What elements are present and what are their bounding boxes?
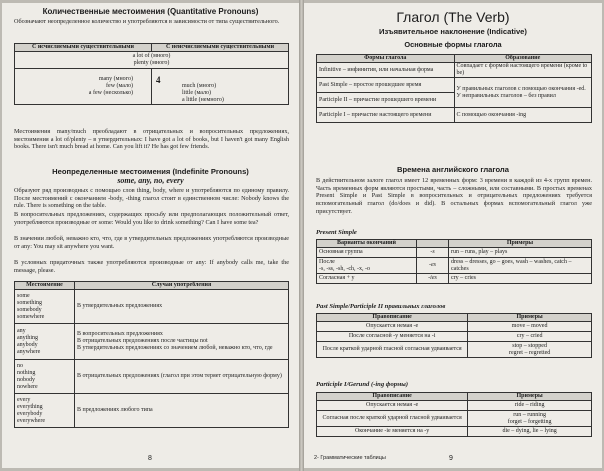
forms-form-cell: Participle I – причастие настоящего времени	[317, 108, 455, 123]
forms-form-cell: Past Simple – простое прошедшее время	[317, 78, 455, 93]
quant-uncount-cell	[152, 69, 289, 105]
use-head-cases: Случаи употребления	[75, 282, 289, 290]
table-row	[317, 411, 592, 427]
use-case-cell: В предложениях любого типа	[75, 394, 289, 428]
tenses-title: Времена английского глагола	[397, 165, 509, 174]
forms-title: Основные формы глагола	[404, 40, 502, 49]
table-row	[15, 290, 289, 324]
table-row	[317, 322, 592, 332]
ps-ending-cell: -es	[417, 258, 449, 274]
past-rule-cell: Опускается немая -e	[317, 322, 468, 332]
quant-intro: Обозначают неопределенное количество и употребляются в зависимости от типа существительного.	[14, 18, 280, 25]
ps-example-cell: dress – dresses, go – goes, wash – washes, catch – catches	[449, 258, 592, 274]
ps-example-cell: cry – cries	[449, 274, 592, 284]
forms-head-form: Формы глагола	[317, 55, 455, 63]
present-simple-table	[316, 239, 592, 284]
participle-table	[316, 392, 592, 437]
quant-note: Местоимения many/much преобладают в отрицательных и вопросительных предложениях, местоимения a lot of/plenty – в утвердительных: I have got a lot of books, but I haven't got many English books. There isn't much bread at home. Can you lift it? He has got few friends.	[14, 128, 289, 151]
indef-para-1: Образуют ряд производных с помощью слов thing, body, where и употребляются по единому правилу. После местоимений с окончанием -body, -thing глагол стоит в единственном числе: Nobody knows the rule. There is something on the table.	[14, 187, 289, 210]
table-row	[317, 258, 592, 274]
indef-para-2: В вопросительных предложениях, содержащих просьбу или предполагающих положительный ответ, употребляются производные от some: Would you like to drink something? Can I have some tea?	[14, 211, 289, 226]
page-number-right: 9	[449, 455, 453, 462]
present-simple-label: Present Simple	[316, 229, 357, 236]
use-word-cell: any anything anybody anywhere	[15, 324, 75, 360]
table-row	[317, 108, 592, 123]
past-head-examples: Примеры	[468, 314, 592, 322]
table-row	[317, 401, 592, 411]
ing-head-examples: Примеры	[468, 393, 592, 401]
ing-rule-cell: Окончание -ie меняется на -y	[317, 427, 468, 437]
indef-subtitle: some, any, no, every	[117, 176, 184, 185]
quant-head-uncount: С неисчисляемыми существительными	[152, 44, 289, 52]
past-simple-label: Past Simple/Participle II правильных глаголов	[316, 303, 446, 310]
verb-forms-table	[316, 54, 592, 123]
forms-formation-cell: У правильных глаголов с помощью окончания -ed. У неправильных глаголов – без правил	[454, 78, 592, 108]
table-row	[317, 78, 592, 93]
table-row	[317, 332, 592, 342]
left-page	[2, 3, 299, 468]
mood-title: Изъявительное наклонение (Indicative)	[379, 27, 527, 36]
table-row	[15, 360, 289, 394]
verb-title: Глагол (The Verb)	[396, 9, 510, 25]
past-example-cell: move – moved	[468, 322, 592, 332]
past-example-cell: stop – stopped regret – regretted	[468, 342, 592, 358]
page-number-left: 8	[148, 455, 152, 462]
page-footer: 2- Грамматические таблицы	[314, 455, 386, 461]
ing-head-spelling: Правописание	[317, 393, 468, 401]
ps-head-empty	[417, 240, 449, 248]
ing-example-cell: run – running forget – forgetting	[468, 411, 592, 427]
quant-count-cell: many (много) few (мало) a few (несколько)	[15, 69, 152, 105]
quant-title: Количественные местоимения (Quantitative Pronouns)	[42, 7, 259, 16]
table-row	[317, 63, 592, 78]
ps-head-endings: Варианты окончаний	[317, 240, 417, 248]
past-head-spelling: Правописание	[317, 314, 468, 322]
indef-para-3: В значении любой, неважно кто, что, где в утвердительных предложениях употребляются производные от any: You may sit anywhere you want.	[14, 235, 289, 250]
quant-top-cell: a lot of (много) plenty (много)	[15, 52, 289, 69]
past-example-cell: cry – cried	[468, 332, 592, 342]
ing-rule-cell: Согласная после краткой ударной гласной удваивается	[317, 411, 468, 427]
ps-ending-cell: -ies	[417, 274, 449, 284]
ps-head-examples: Примеры	[449, 240, 592, 248]
use-head-pronoun: Местоимение	[15, 282, 75, 290]
use-word-cell: every everything everybody everywhere	[15, 394, 75, 428]
use-case-cell: В вопросительных предложениях В отрицательных предложениях после частицы not В утвердительных предложениях со значением любой, неважно кто, что, где	[75, 324, 289, 360]
ps-case-cell: После -s, -ss, -sh, -ch, -x, -o	[317, 258, 417, 274]
table-row	[317, 427, 592, 437]
forms-form-cell: Infinitive – инфинитив, или начальная форма	[317, 63, 455, 78]
forms-head-formation: Образование	[454, 55, 592, 63]
tenses-text: В действительном залоге глагол имеет 12 временных форм: 3 времени в каждой из 4-х групп времен. Часть временных форм являются простыми, часть – сложными, или составными. В простых временах Present Simple и Past Simple в вопросительных и отрицательных предложениях требуется вспомогательный глагол (do/does и did). В остальных формах вспомогательный глагол уже присутствует.	[316, 177, 592, 215]
quant-head-count: С исчисляемыми существительными	[15, 44, 152, 52]
use-word-cell: some something somebody somewhere	[15, 290, 75, 324]
table-row	[317, 342, 592, 358]
forms-form-cell: Participle II – причастие прошедшего времени	[317, 93, 455, 108]
participle-label: Participle I/Gerund (-ing формы)	[316, 381, 409, 388]
ps-example-cell: run – runs, play – plays	[449, 248, 592, 258]
quant-number: 4	[156, 75, 161, 85]
table-row	[317, 274, 592, 284]
ing-rule-cell: Опускается немая -e	[317, 401, 468, 411]
use-case-cell: В отрицательных предложениях (глагол при этом теряет отрицательную форму)	[75, 360, 289, 394]
quant-table	[14, 43, 289, 105]
quant-uncount-words: much (много) little (мало) a little (немного)	[182, 83, 224, 103]
forms-formation-cell: С помощью окончания -ing	[454, 108, 592, 123]
past-rule-cell: После краткой ударной гласной согласная удваивается	[317, 342, 468, 358]
right-page	[304, 3, 602, 468]
use-case-cell: В утвердительных предложениях	[75, 290, 289, 324]
indef-title: Неопределенные местоимения (Indefinite Pronouns)	[52, 167, 249, 176]
ps-case-cell: Согласная + y	[317, 274, 417, 284]
ps-ending-cell: -s	[417, 248, 449, 258]
ps-case-cell: Основная группа	[317, 248, 417, 258]
table-row	[15, 394, 289, 428]
use-word-cell: no nothing nobody nowhere	[15, 360, 75, 394]
past-simple-table	[316, 313, 592, 358]
past-rule-cell: После согласной -y меняется на -i	[317, 332, 468, 342]
ing-example-cell: ride – riding	[468, 401, 592, 411]
table-row	[15, 324, 289, 360]
indef-use-table	[14, 281, 289, 428]
table-row	[317, 248, 592, 258]
forms-formation-cell: Совпадает с формой настоящего времени (кроме to be)	[454, 63, 592, 78]
ing-example-cell: die – dying, lie – lying	[468, 427, 592, 437]
indef-para-4: В условных придаточных также употребляются производные от any: If anybody calls me, take the message, please.	[14, 259, 289, 274]
